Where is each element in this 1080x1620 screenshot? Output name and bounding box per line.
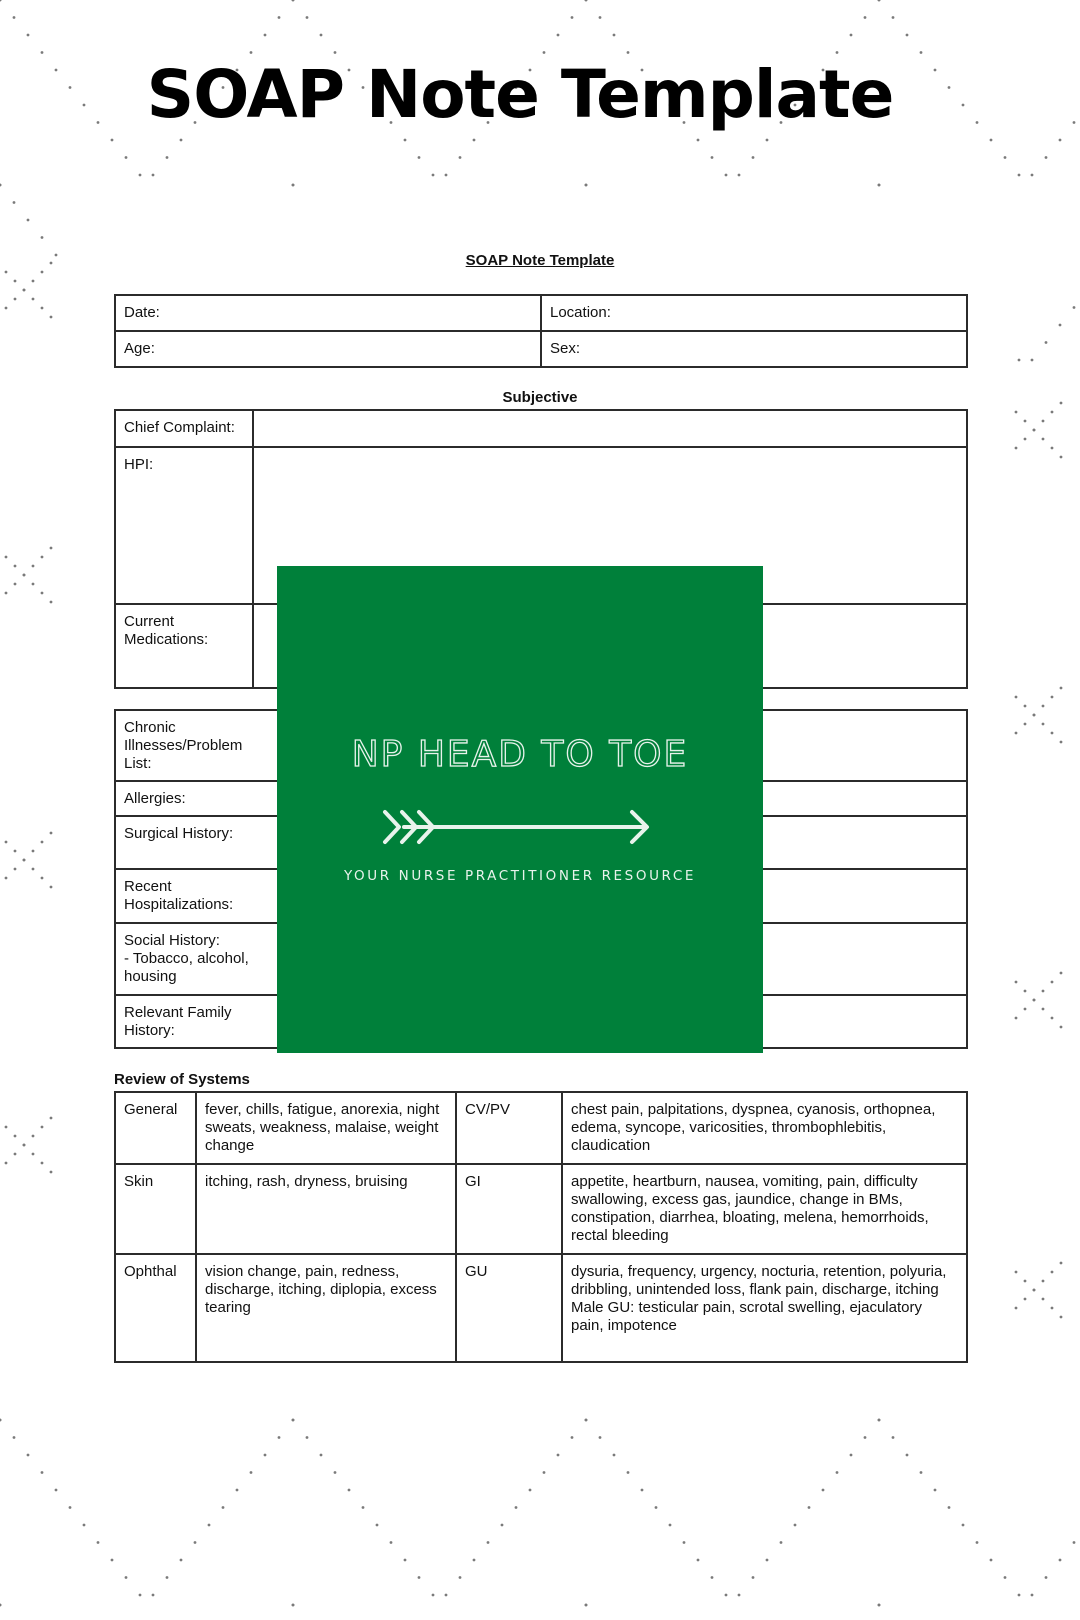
arrow-right-icon [382,806,652,848]
ros-system: Skin [115,1164,196,1254]
table-row [115,1164,967,1254]
table-row [115,1254,967,1362]
review-of-systems-heading: Review of Systems [114,1071,250,1088]
ros-symptoms: vision change, pain, redness, discharge, itching, diplopia, excess tearing [196,1254,456,1362]
surgical-history-label: Surgical History: [115,816,279,869]
page-title: SOAP Note Template [146,56,894,133]
ros-system: CV/PV [456,1092,562,1164]
ros-symptoms: dysuria, frequency, urgency, nocturia, retention, polyuria, dribbling, unintended loss, flank pain, discharge, itching Male GU: testicular pain, scrotal swelling, ejaculatory pain, impotence [562,1254,967,1362]
document-title: SOAP Note Template [465,252,615,269]
hpi-label: HPI: [115,447,253,604]
ros-symptoms: itching, rash, dryness, bruising [196,1164,456,1254]
sex-field[interactable]: Sex: [541,331,967,367]
ros-symptoms: fever, chills, fatigue, anorexia, night sweats, weakness, malaise, weight change [196,1092,456,1164]
review-of-systems-table [114,1091,968,1363]
current-medications-label: Current Medications: [115,604,253,688]
header-fields-table [114,294,968,368]
recent-hospitalizations-label: Recent Hospitalizations: [115,869,279,923]
subjective-heading: Subjective [502,389,578,406]
chronic-illnesses-label: Chronic Illnesses/Problem List: [115,710,279,781]
ros-system: GI [456,1164,562,1254]
ros-system: Ophthal [115,1254,196,1362]
brand-name: NP HEAD TO TOE [351,734,689,775]
chief-complaint-label: Chief Complaint: [115,410,253,447]
chief-complaint-field[interactable] [253,410,967,447]
brand-tagline: YOUR NURSE PRACTITIONER RESOURCE [343,868,697,884]
ros-symptoms: appetite, heartburn, nausea, vomiting, pain, difficulty swallowing, excess gas, jaundice, change in BMs, constipation, diarrhea, bloating, melena, hemorrhoids, rectal bleeding [562,1164,967,1254]
location-field[interactable]: Location: [541,295,967,331]
table-row [115,1092,967,1164]
date-field[interactable]: Date: [115,295,541,331]
ros-system: General [115,1092,196,1164]
family-history-label: Relevant Family History: [115,995,279,1048]
social-history-label: Social History: - Tobacco, alcohol, housing [115,923,279,995]
ros-symptoms: chest pain, palpitations, dyspnea, cyanosis, orthopnea, edema, syncope, varicosities, thrombophlebitis, claudication [562,1092,967,1164]
ros-system: GU [456,1254,562,1362]
brand-overlay [277,566,763,1053]
age-field[interactable]: Age: [115,331,541,367]
allergies-label: Allergies: [115,781,279,816]
